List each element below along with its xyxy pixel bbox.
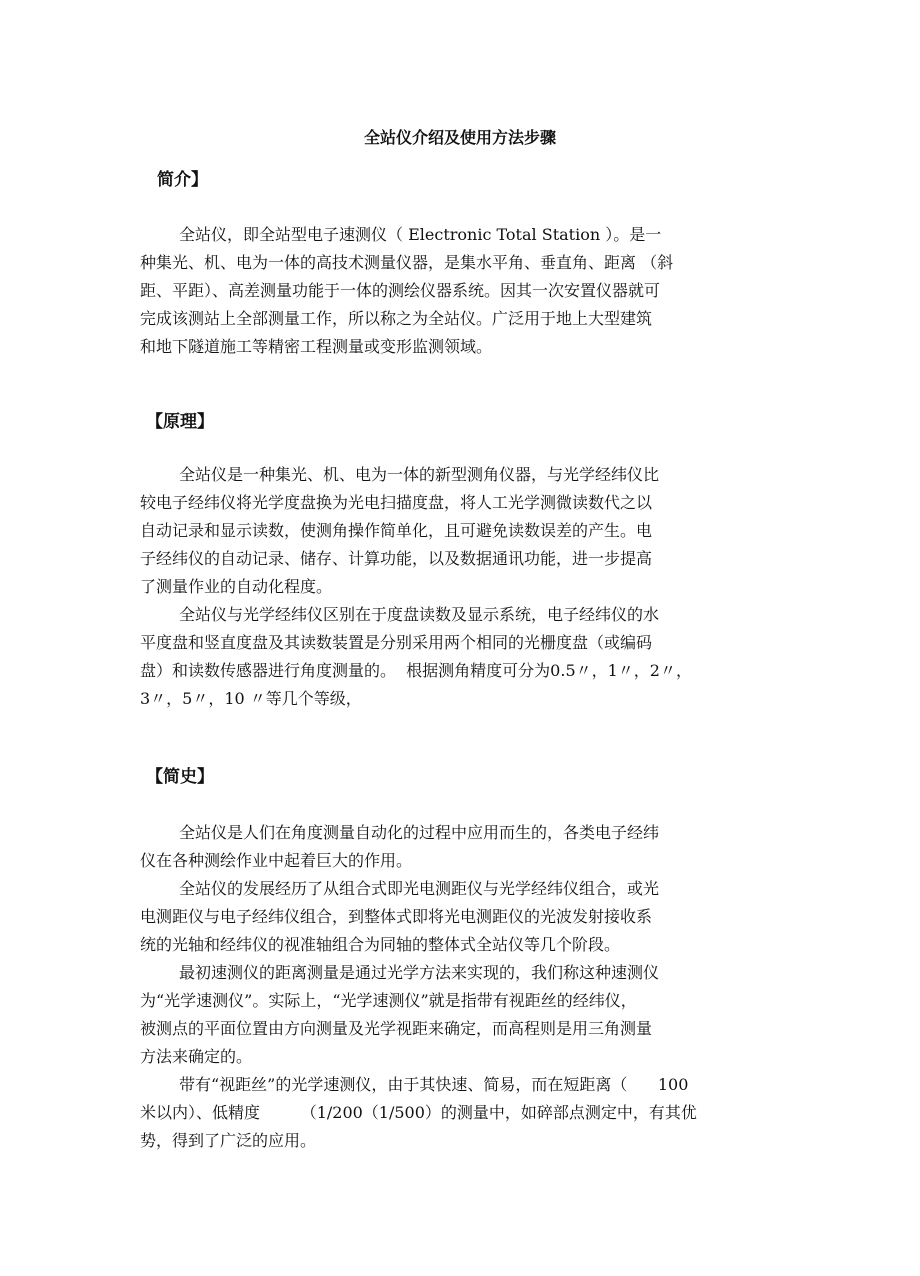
paragraph-line: 3〃，5〃，10 〃等几个等级， — [140, 689, 362, 708]
paragraph-line: 子经纬仪的自动记录、储存、计算功能，以及数据通讯功能，进一步提高 — [140, 549, 653, 568]
paragraph-line: 米以内）、低精度 （1/200（1/500）的测量中，如碎部点测定中，有其优 — [140, 1103, 697, 1122]
paragraph-line: 距、平距）、高差测量功能于一体的测绘仪器系统。因其一次安置仪器就可 — [140, 281, 661, 300]
section-heading-intro: 简介】 — [157, 170, 208, 190]
paragraph-line: 较电子经纬仪将光学度盘换为光电扫描度盘，将人工光学测微读数代之以 — [140, 493, 653, 512]
paragraph-line: 最初速测仪的距离测量是通过光学方法来实现的，我们称这种速测仪 — [179, 963, 660, 982]
section-heading-history: 【简史】 — [146, 767, 214, 787]
paragraph-line: 全站仪与光学经纬仪区别在于度盘读数及显示系统，电子经纬仪的水 — [179, 605, 660, 624]
paragraph-line: 了测量作业的自动化程度。 — [140, 577, 333, 596]
paragraph-line: 势，得到了广泛的应用。 — [140, 1131, 317, 1150]
paragraph-line: 全站仪是人们在角度测量自动化的过程中应用而生的，各类电子经纬 — [179, 823, 660, 842]
paragraph-line: 盘）和读数传感器进行角度测量的。 根据测角精度可分为0.5〃，1〃，2〃， — [140, 661, 692, 680]
paragraph-line: 全站仪是一种集光、机、电为一体的新型测角仪器，与光学经纬仪比 — [179, 465, 660, 484]
paragraph-line: 和地下隧道施工等精密工程测量或变形监测领域。 — [140, 337, 493, 356]
paragraph-line: 电测距仪与电子经纬仪组合，到整体式即将光电测距仪的光波发射接收系 — [140, 907, 653, 926]
paragraph-line: 完成该测站上全部测量工作，所以称之为全站仪。广泛用于地上大型建筑 — [140, 309, 653, 328]
paragraph-line: 方法来确定的。 — [140, 1047, 253, 1066]
paragraph-line: 平度盘和竖直度盘及其读数装置是分别采用两个相同的光栅度盘（或编码 — [140, 633, 653, 652]
paragraph-line: 仪在各种测绘作业中起着巨大的作用。 — [140, 851, 413, 870]
paragraph-line: 被测点的平面位置由方向测量及光学视距来确定，而高程则是用三角测量 — [140, 1019, 653, 1038]
paragraph-line: 为“光学速测仪”。实际上，“光学速测仪”就是指带有视距丝的经纬仪， — [140, 991, 637, 1010]
section-heading-principle: 【原理】 — [146, 412, 214, 432]
paragraph-line: 全站仪，即全站型电子速测仪（ Electronic Total Station ）。是一 — [179, 225, 662, 244]
paragraph-line: 带有“视距丝”的光学速测仪，由于其快速、简易，而在短距离（ 100 — [179, 1075, 689, 1094]
document-title: 全站仪介绍及使用方法步骤 — [363, 128, 556, 147]
paragraph-line: 全站仪的发展经历了从组合式即光电测距仪与光学经纬仪组合，或光 — [179, 879, 660, 898]
paragraph-line: 自动记录和显示读数，使测角操作简单化，且可避免读数误差的产生。电 — [140, 521, 653, 540]
paragraph-line: 种集光、机、电为一体的高技术测量仪器，是集水平角、垂直角、距离 （斜 — [140, 253, 674, 272]
paragraph-line: 统的光轴和经纬仪的视准轴组合为同轴的整体式全站仪等几个阶段。 — [140, 935, 621, 954]
